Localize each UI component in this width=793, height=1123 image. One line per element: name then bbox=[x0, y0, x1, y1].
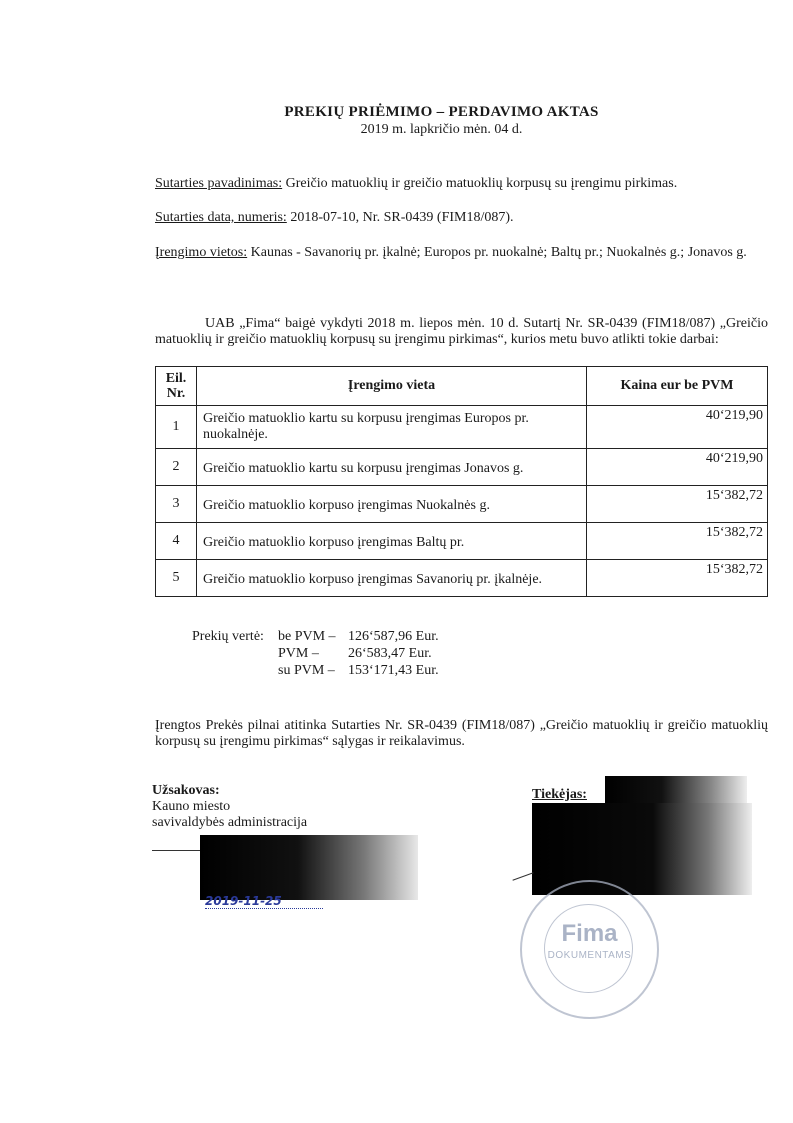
totals-block bbox=[192, 628, 439, 679]
row-price: 15‘382,72 bbox=[587, 486, 768, 523]
row-nr: 1 bbox=[156, 406, 197, 449]
works-table bbox=[155, 366, 768, 597]
totals-key: be PVM – bbox=[278, 629, 336, 644]
redaction-customer bbox=[200, 835, 418, 900]
date-dotted-line bbox=[205, 908, 323, 909]
row-nr: 3 bbox=[156, 486, 197, 523]
totals-row bbox=[192, 645, 439, 662]
contract-name bbox=[155, 176, 677, 192]
contract-date-label: Sutarties data, numeris: bbox=[155, 210, 287, 225]
supplier-signature-stroke bbox=[512, 872, 533, 880]
row-nr: 5 bbox=[156, 560, 197, 597]
row-place: Greičio matuoklio kartu su korpusu įrengimas Europos pr. nuokalnėje. bbox=[197, 406, 587, 449]
header-place: Įrengimo vieta bbox=[197, 367, 587, 406]
customer-handwritten-date: 2019-11-25 bbox=[205, 894, 282, 908]
row-place: Greičio matuoklio korpuso įrengimas Nuokalnės g. bbox=[197, 486, 587, 523]
table-row bbox=[156, 449, 768, 486]
stamp-inner-ring bbox=[544, 904, 633, 993]
row-place: Greičio matuoklio korpuso įrengimas Savanorių pr. įkalnėje. bbox=[197, 560, 587, 597]
row-nr: 4 bbox=[156, 523, 197, 560]
row-price: 40‘219,90 bbox=[587, 449, 768, 486]
row-price: 15‘382,72 bbox=[587, 523, 768, 560]
customer-signature-block bbox=[152, 783, 307, 831]
contract-date bbox=[155, 210, 514, 226]
contract-date-value: 2018-07-10, Nr. SR-0439 (FIM18/087). bbox=[286, 210, 514, 225]
installation-places-label: Įrengimo vietos: bbox=[155, 245, 248, 260]
redaction-supplier-name bbox=[605, 776, 747, 803]
totals-value: 153‘171,43 Eur. bbox=[348, 663, 439, 678]
totals-key: su PVM – bbox=[278, 663, 335, 678]
installation-places-value: Kaunas - Savanorių pr. įkalnė; Europos pr. nuokalnė; Baltų pr.; Nuokalnės g.; Jonavos g. bbox=[247, 245, 747, 260]
header-price: Kaina eur be PVM bbox=[587, 367, 768, 406]
table-row bbox=[156, 406, 768, 449]
document-date: 2019 m. lapkričio mėn. 04 d. bbox=[360, 122, 523, 137]
table-row bbox=[156, 560, 768, 597]
contract-name-value: Greičio matuoklių ir greičio matuoklių korpusų su įrengimu pirkimas. bbox=[282, 176, 678, 191]
table-row bbox=[156, 486, 768, 523]
row-place: Greičio matuoklio kartu su korpusu įrengimas Jonavos g. bbox=[197, 449, 587, 486]
customer-label: Užsakovas: bbox=[152, 783, 220, 798]
customer-line2: savivaldybės administracija bbox=[152, 815, 308, 830]
installation-places bbox=[155, 245, 768, 261]
conclusion-paragraph: Įrengtos Prekės pilnai atitinka Sutarties Nr. SR-0439 (FIM18/087) „Greičio matuoklių ir greičio matuoklių korpusų su įrengimu pirkimas“ sąlygas ir reikalavimus. bbox=[155, 718, 768, 749]
stamp-logo: Fima bbox=[561, 920, 618, 947]
totals-value: 126‘587,96 Eur. bbox=[348, 629, 439, 644]
row-nr: 2 bbox=[156, 449, 197, 486]
totals-value: 26‘583,47 Eur. bbox=[348, 646, 432, 661]
table-row bbox=[156, 523, 768, 560]
stamp-subtitle: DOKUMENTAMS bbox=[547, 950, 632, 961]
totals-row bbox=[192, 662, 439, 679]
totals-row bbox=[192, 628, 439, 645]
customer-line1: Kauno miesto bbox=[152, 799, 231, 814]
row-price: 15‘382,72 bbox=[587, 560, 768, 597]
totals-label: Prekių vertė: bbox=[192, 629, 264, 644]
redaction-supplier bbox=[532, 803, 752, 895]
contract-name-label: Sutarties pavadinimas: bbox=[155, 176, 283, 191]
row-price: 40‘219,90 bbox=[587, 406, 768, 449]
document-title: PREKIŲ PRIĖMIMO – PERDAVIMO AKTAS bbox=[284, 104, 599, 120]
header-nr: Eil. Nr. bbox=[156, 367, 197, 406]
company-stamp bbox=[520, 880, 659, 1019]
supplier-label: Tiekėjas: bbox=[532, 787, 587, 802]
intro-paragraph: UAB „Fima“ baigė vykdyti 2018 m. liepos mėn. 10 d. Sutartį Nr. SR-0439 (FIM18/087) „Greičio matuoklių ir greičio matuoklių korpusų su įrengimu pirkimas“, kurios metu buvo atlikti tokie darbai: bbox=[155, 316, 768, 347]
row-place: Greičio matuoklio korpuso įrengimas Baltų pr. bbox=[197, 523, 587, 560]
totals-key: PVM – bbox=[278, 646, 319, 661]
